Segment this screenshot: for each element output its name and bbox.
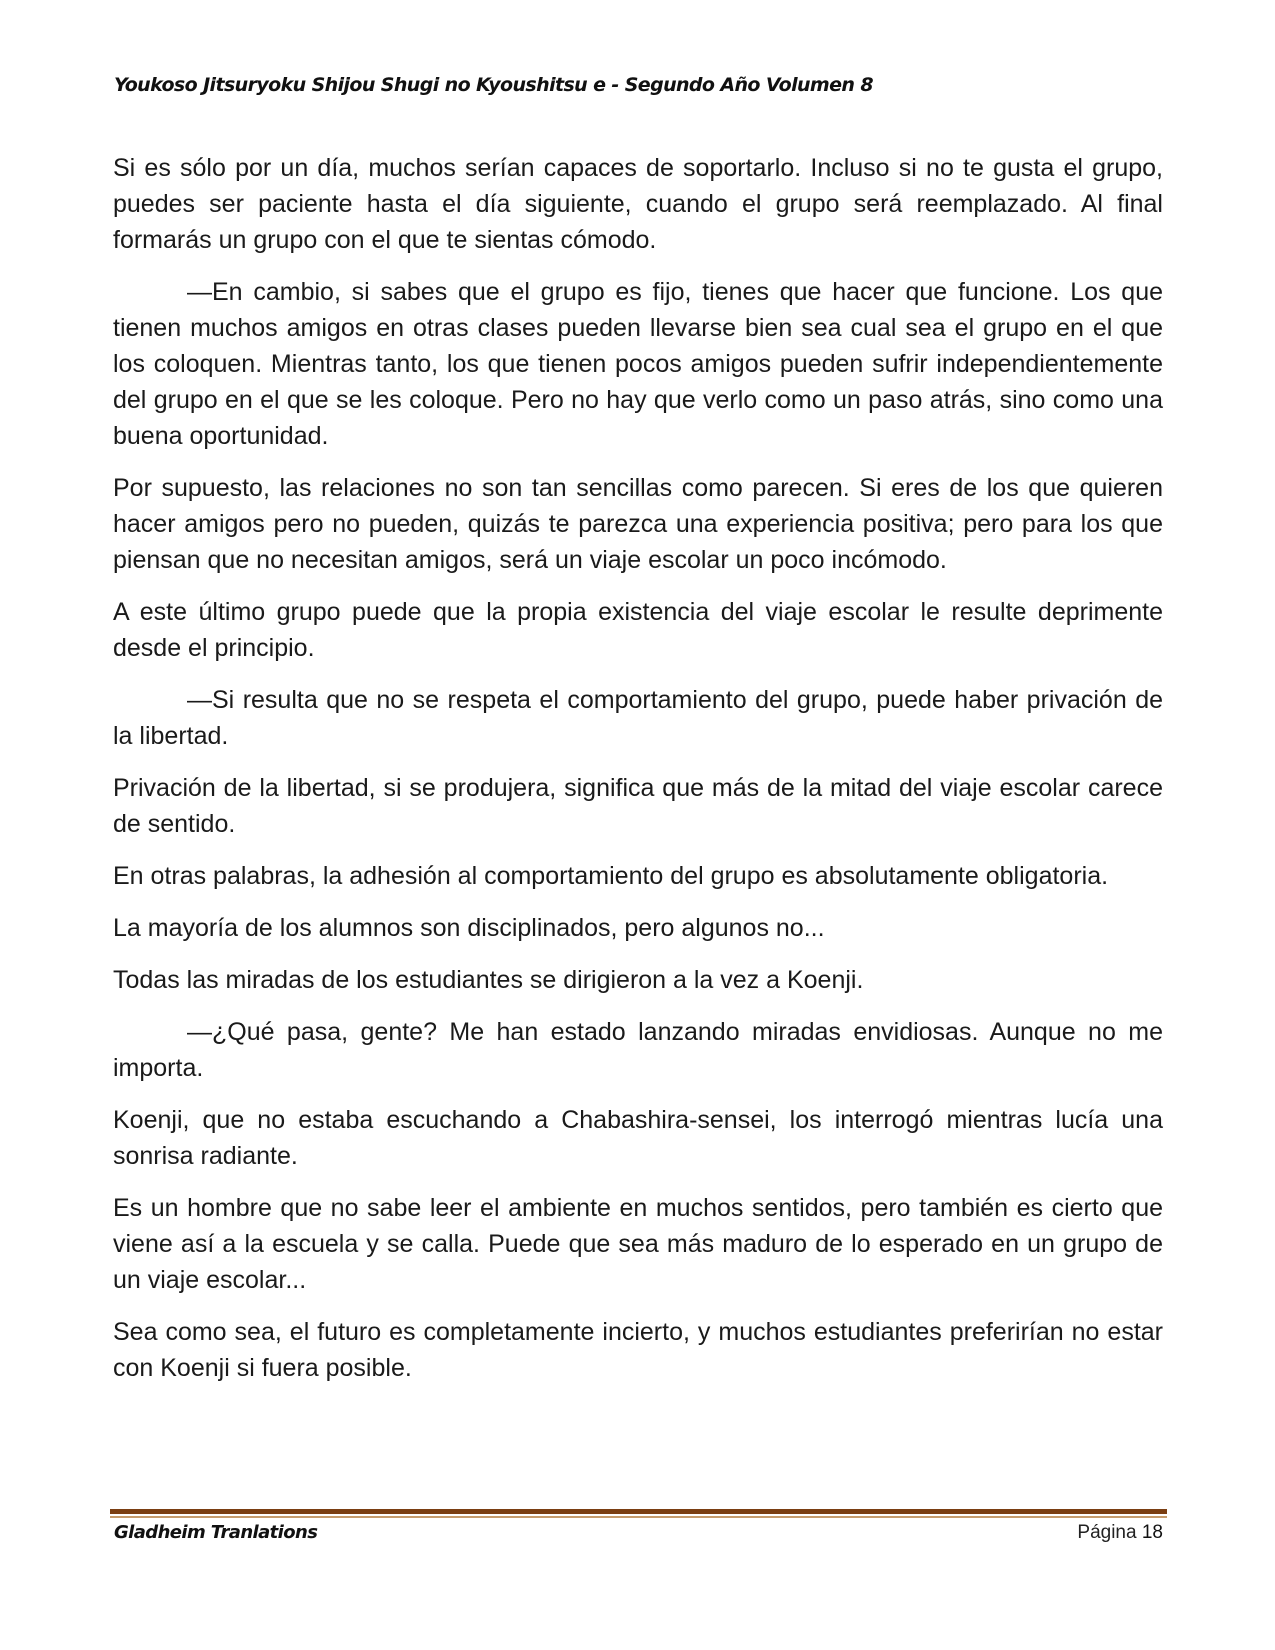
page-number [1077,1522,1163,1544]
footer-rule [110,1509,1167,1514]
translator-credit: Gladheim Tranlations [114,1522,318,1543]
paragraph: Sea como sea, el futuro es completamente incierto, y muchos estudiantes preferirían no estar con Koenji si fuera posible. [113,1318,1163,1382]
paragraph: Por supuesto, las relaciones no son tan sencillas como parecen. Si eres de los que quieren hacer amigos pero no pueden, quizás te parezca una experiencia positiva; pero para los que piensan que no necesitan amigos, será un viaje escolar un poco incómodo. [113,474,1163,574]
page-number-value: 18 [1141,1522,1163,1543]
dialogue-paragraph: —En cambio, si sabes que el grupo es fijo, tienes que hacer que funcione. Los que tienen muchos amigos en otras clases pueden llevarse bien sea cual sea el grupo en el que los coloquen. Mientras tanto, los que tienen pocos amigos pueden sufrir independientemente del grupo en el que se les coloque. Pero no hay que verlo como un paso atrás, sino como una buena oportunidad. [113,278,1163,450]
paragraph: A este último grupo puede que la propia existencia del viaje escolar le resulte deprimente desde el principio. [113,598,1163,662]
paragraph: Koenji, que no estaba escuchando a Chabashira-sensei, los interrogó mientras lucía una sonrisa radiante. [113,1106,1163,1170]
paragraph: Privación de la libertad, si se produjera, significa que más de la mitad del viaje escolar carece de sentido. [113,774,1163,838]
page-label: Página [1077,1522,1137,1543]
paragraph: Es un hombre que no sabe leer el ambiente en muchos sentidos, pero también es cierto que viene así a la escuela y se calla. Puede que sea más maduro de lo esperado en un grupo de un viaje escolar... [113,1194,1163,1294]
dialogue-paragraph: —¿Qué pasa, gente? Me han estado lanzando miradas envidiosas. Aunque no me importa. [113,1018,1163,1082]
paragraph: Si es sólo por un día, muchos serían capaces de soportarlo. Incluso si no te gusta el grupo, puedes ser paciente hasta el día siguiente, cuando el grupo será reemplazado. Al final formarás un grupo con el que te sientas cómodo. [113,154,1163,254]
paragraph: La mayoría de los alumnos son disciplinados, pero algunos no... [113,914,825,942]
footer-rule-thin [110,1516,1167,1518]
paragraph: Todas las miradas de los estudiantes se dirigieron a la vez a Koenji. [113,966,864,994]
dialogue-paragraph: —Si resulta que no se respeta el comportamiento del grupo, puede haber privación de la libertad. [113,686,1163,750]
paragraph: En otras palabras, la adhesión al comportamiento del grupo es absolutamente obligatoria. [113,862,1109,890]
page-body [113,150,1163,1402]
running-header: Youkoso Jitsuryoku Shijou Shugi no Kyoushitsu e - Segundo Año Volumen 8 [114,74,873,96]
